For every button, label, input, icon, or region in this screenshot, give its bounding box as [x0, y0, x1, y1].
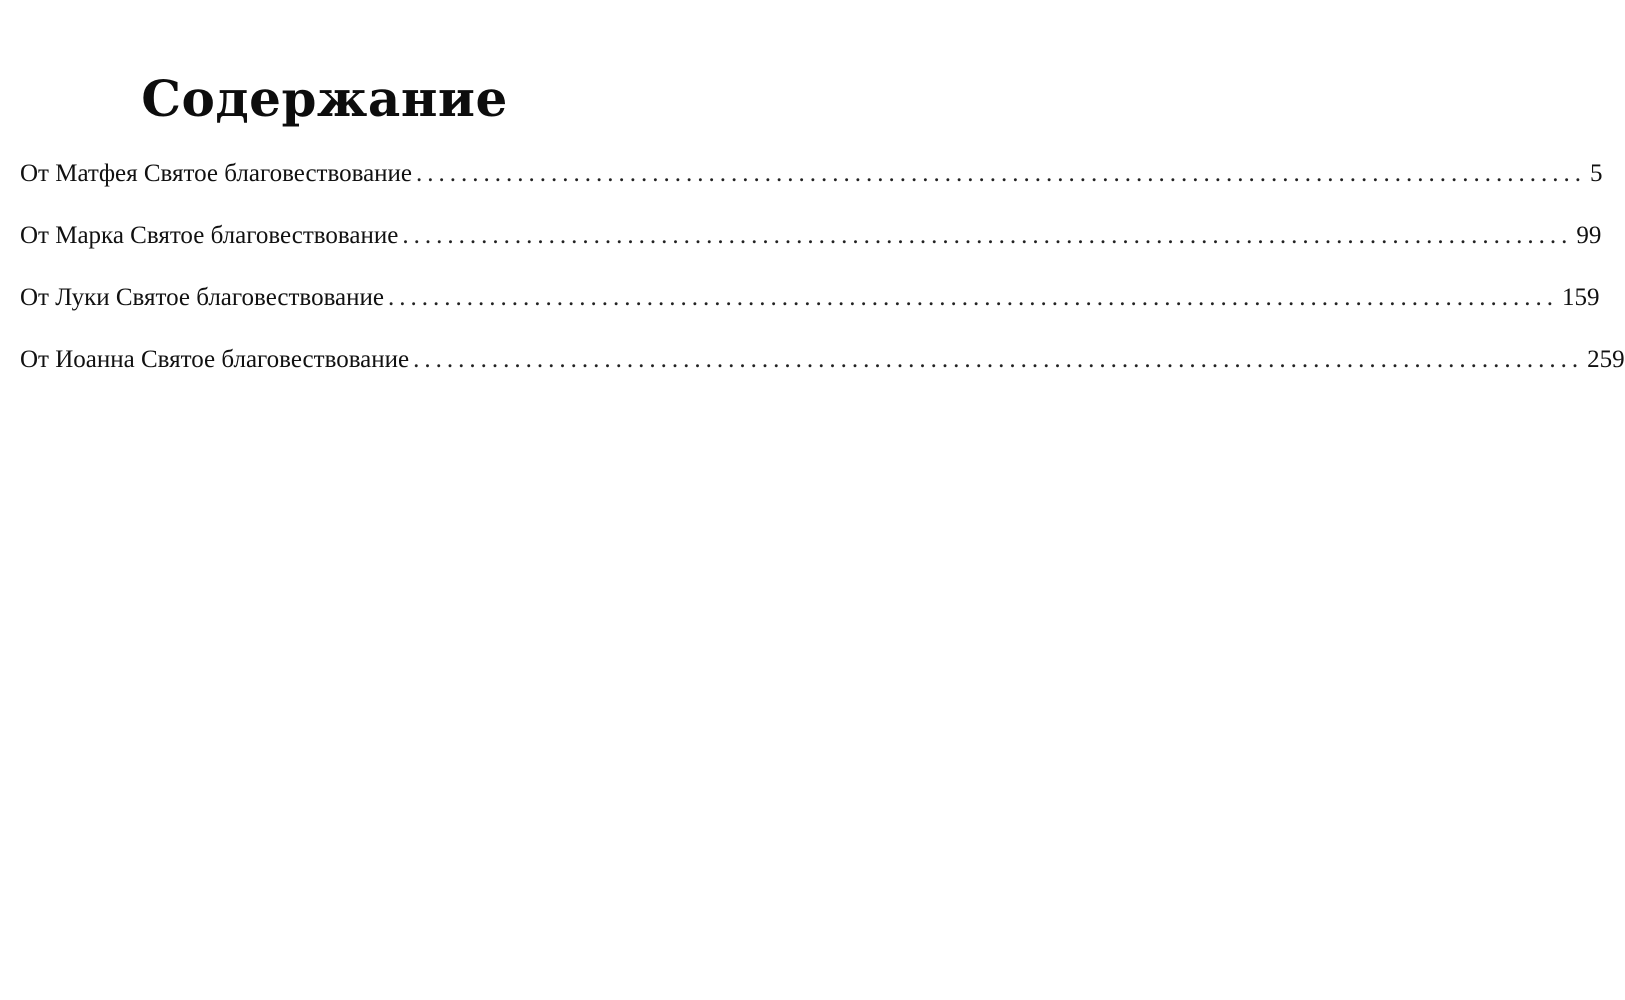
page-title: Содержание [141, 68, 508, 128]
dot-leader: ........................................................................................................ [416, 160, 1587, 187]
toc-entry-john [20, 338, 1625, 382]
dot-leader: ........................................................................................................ [413, 346, 1584, 373]
dot-leader: ........................................................................................................ [402, 222, 1573, 249]
toc-entry-title: От Иоанна Святое благовествование [20, 346, 410, 373]
toc-entry-luke [20, 276, 1600, 320]
toc-entry-page-number: 99 [1576, 222, 1602, 249]
toc-entry-page-number: 259 [1587, 346, 1625, 373]
toc-entry-title: От Луки Святое благовествование [20, 284, 384, 311]
toc-entry-matthew [20, 152, 1603, 196]
dot-leader: ........................................................................................................ [388, 284, 1558, 311]
toc-entry-page-number: 159 [1562, 284, 1600, 311]
table-of-contents [20, 152, 1625, 400]
toc-entry-page-number: 5 [1590, 160, 1603, 187]
toc-entry-title: От Матфея Святое благовествование [20, 160, 413, 187]
toc-entry-mark [20, 214, 1602, 258]
toc-entry-title: От Марка Святое благовествование [20, 222, 399, 249]
